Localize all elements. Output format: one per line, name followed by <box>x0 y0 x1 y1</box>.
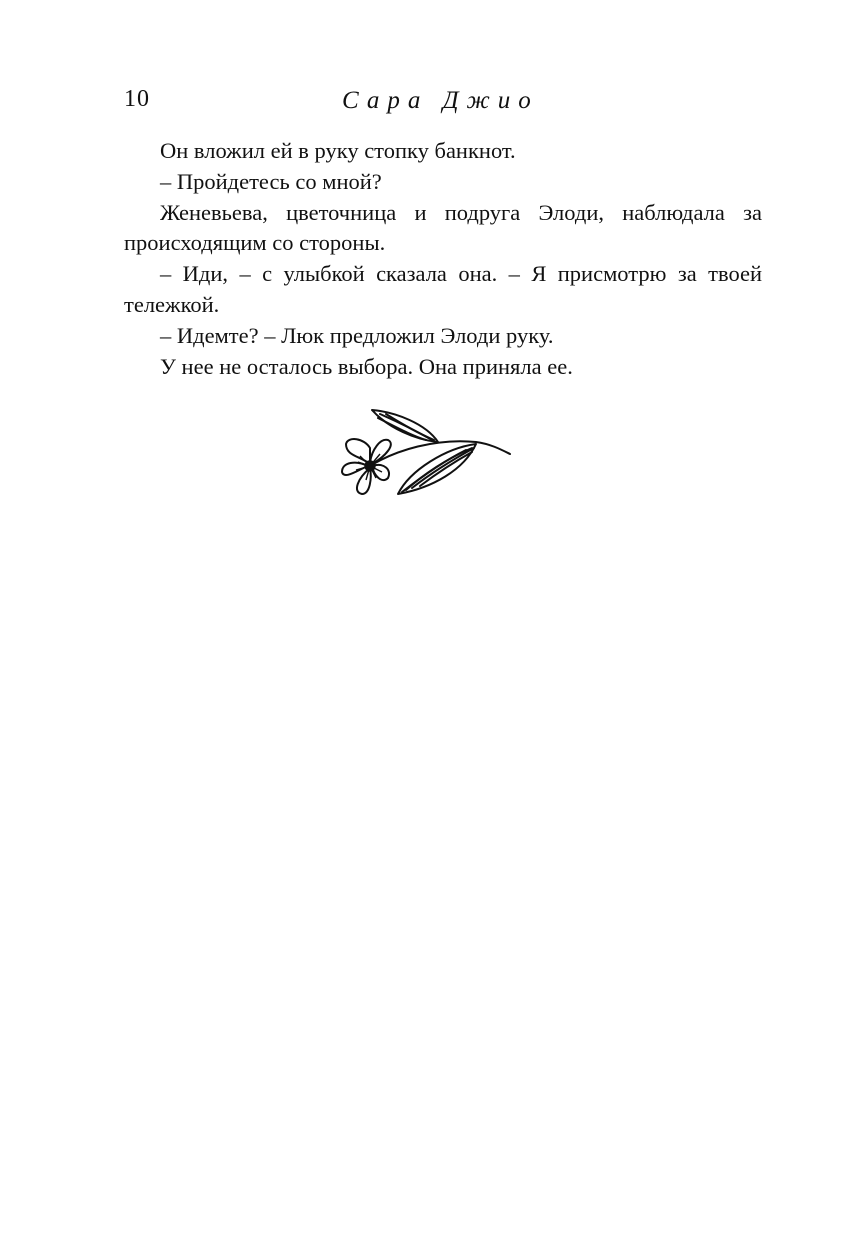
body-text <box>124 136 762 382</box>
paragraph: У нее не осталось выбора. Она приняла ее. <box>160 353 573 379</box>
paragraph: – Пройдетесь со мной? <box>160 168 382 194</box>
page-number: 10 <box>124 86 150 112</box>
paragraph: – Идемте? – Люк предложил Элоди руку. <box>160 322 554 348</box>
paragraph: Женевьева, цветочница и подруга Элоди, наблюдала за происходящим со стороны. <box>124 199 762 256</box>
running-head-author: Сара Джио <box>342 87 539 114</box>
flower-branch-icon <box>336 404 516 504</box>
paragraph: Он вложил ей в руку стопку банкнот. <box>160 138 516 163</box>
paragraph: – Иди, – с улыбкой сказала она. – Я присмотрю за твоей тележкой. <box>124 261 762 317</box>
